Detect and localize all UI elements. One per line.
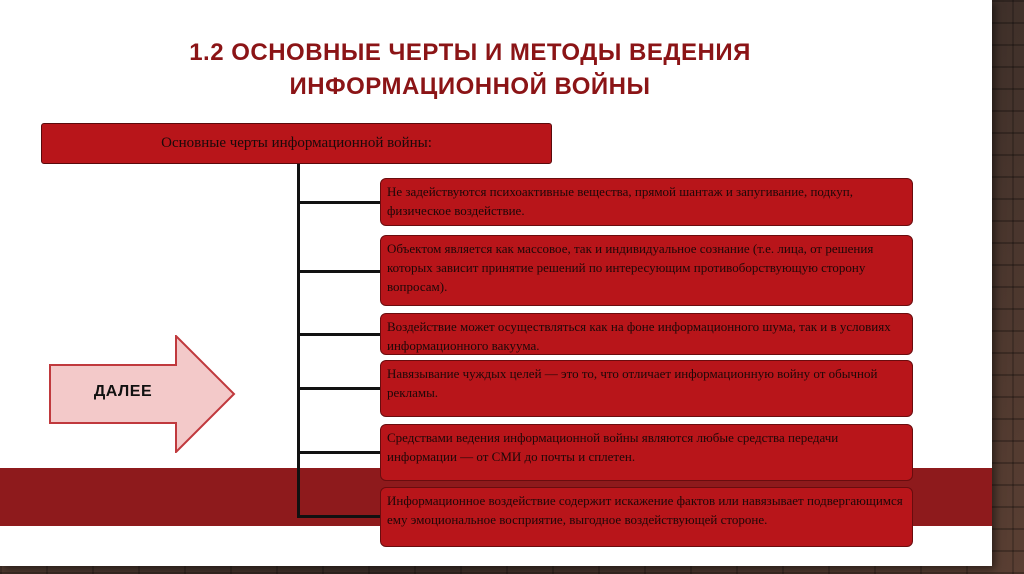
next-button-label: ДАЛЕЕ [93,383,153,400]
title-line-1: 1.2 ОСНОВНЫЕ ЧЕРТЫ И МЕТОДЫ ВЕДЕНИЯ [189,39,751,66]
connector-branch [297,201,382,204]
feature-box-3: Воздействие может осуществляться как на фоне информационного шума, так и в условиях информационного вакуума. [380,313,913,355]
connector-trunk [297,164,300,518]
feature-box-5: Средствами ведения информационной войны являются любые средства передачи информации — от СМИ до почты и сплетен. [380,424,913,481]
feature-box-1: Не задействуются психоактивные вещества, прямой шантаж и запугивание, подкуп, физическое воздействие. [380,178,913,226]
slide-title [0,36,940,104]
connector-branch [297,515,382,518]
feature-box-6: Информационное воздействие содержит искажение фактов или навязывает подвергающимся ему эмоциональное восприятие, выгодное воздействующей стороне. [380,487,913,547]
next-button[interactable] [48,335,236,453]
connector-branch [297,451,382,454]
title-line-2: ИНФОРМАЦИОННОЙ ВОЙНЫ [289,73,651,100]
feature-box-2: Объектом является как массовое, так и индивидуальное сознание (т.е. лица, от решения которых зависит принятие решений по интересующим противоборствующую сторону вопросам). [380,235,913,306]
connector-branch [297,333,382,336]
feature-box-4: Навязывание чуждых целей — это то, что отличает информационную войну от обычной рекламы. [380,360,913,417]
features-header: Основные черты информационной войны: [41,123,552,164]
connector-branch [297,387,382,390]
connector-branch [297,270,382,273]
